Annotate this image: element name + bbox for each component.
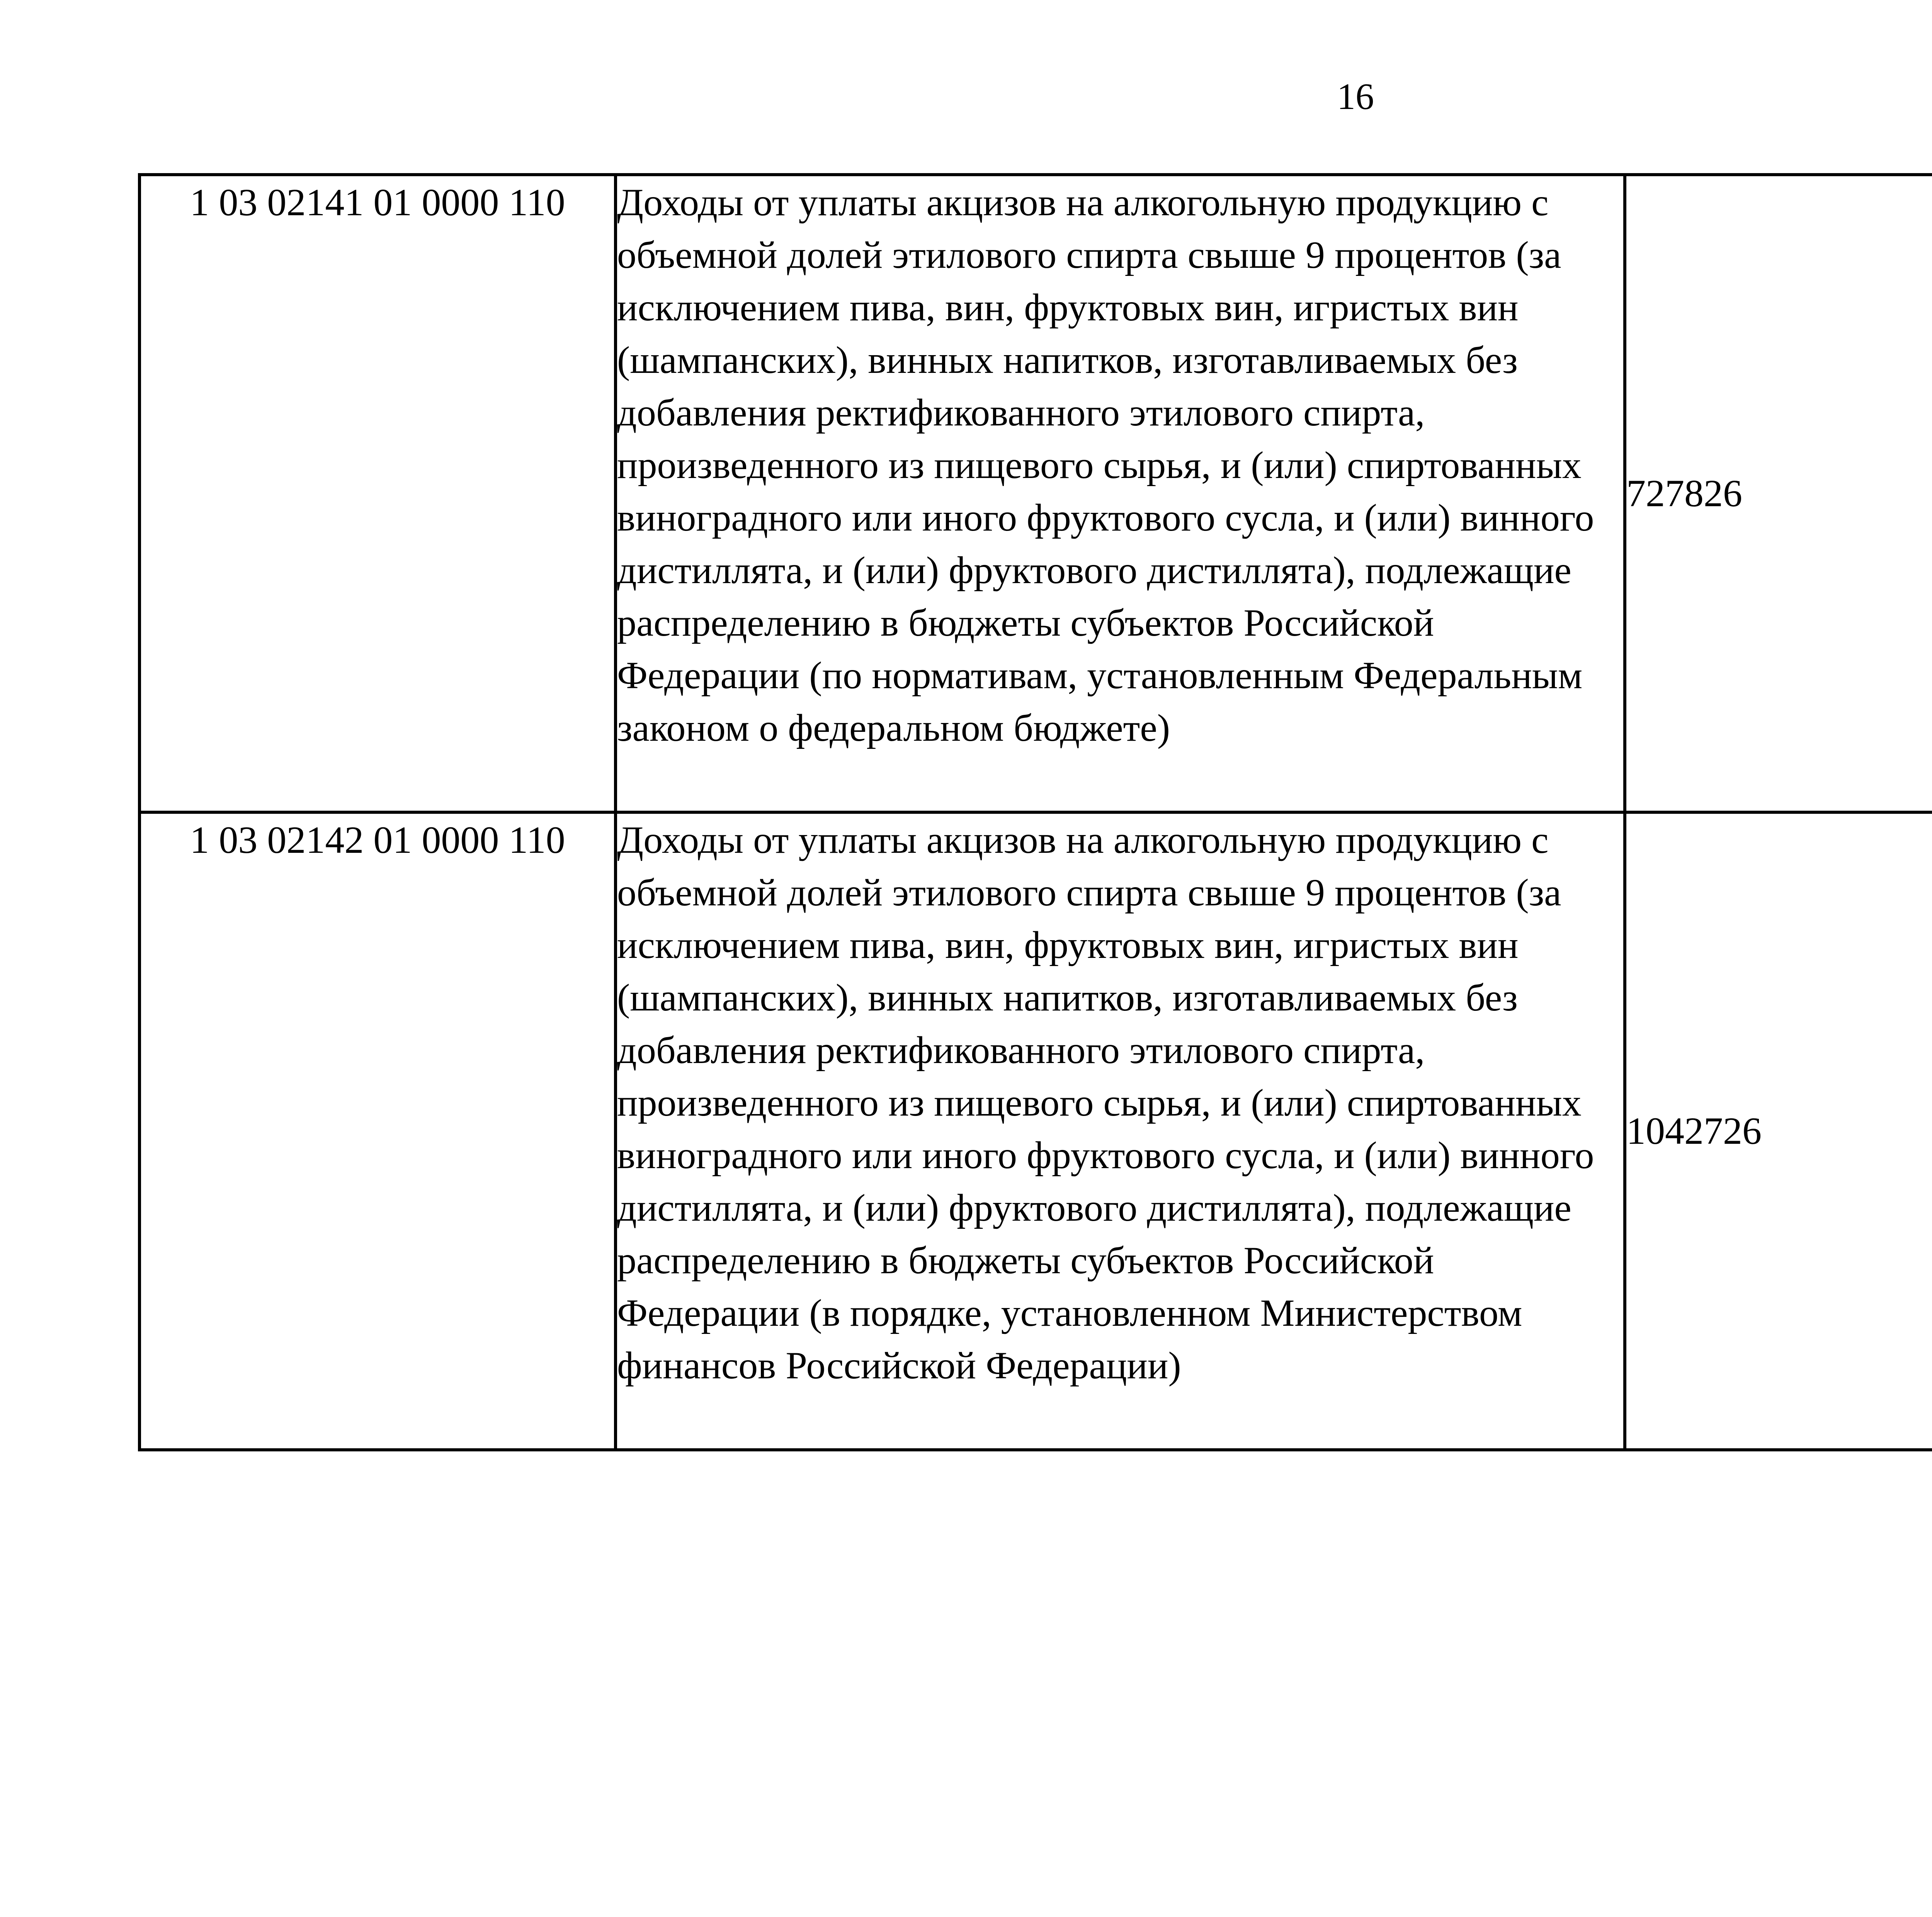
revenue-description-cell: Доходы от уплаты акцизов на алкогольную продукцию с объемной долей этилового спирта свыше 9 процентов (за исключением пива, вин, фруктовых вин, игристых вин (шампанских), винных напитков, изготавливаемых без добавления ректификованного этилового спирта, произведенного из пищевого сырья, и (или) спиртованных виноградного или иного фруктового сусла, и (или) винного дистиллята, и (или) фруктового дистиллята), подлежащие распределению в бюджеты субъектов Российской Федерации (в порядке, установленном Министерством финансов Российской Федерации) <box>616 812 1625 1450</box>
table-row <box>139 175 1932 812</box>
revenue-description-cell: Доходы от уплаты акцизов на алкогольную продукцию с объемной долей этилового спирта свыше 9 процентов (за исключением пива, вин, фруктовых вин, игристых вин (шампанских), винных напитков, изготавливаемых без добавления ректификованного этилового спирта, произведенного из пищевого сырья, и (или) спиртованных виноградного или иного фруктового сусла, и (или) винного дистиллята, и (или) фруктового дистиллята), подлежащие распределению в бюджеты субъектов Российской Федерации (по нормативам, установленным Федеральным законом о федеральном бюджете) <box>616 175 1625 812</box>
amount-cell-year-1: 1042726 <box>1625 812 1932 1450</box>
budget-code-cell: 1 03 02141 01 0000 110 <box>139 175 616 812</box>
page-number: 16 <box>1337 76 1374 117</box>
table-row <box>139 812 1932 1450</box>
budget-code-cell: 1 03 02142 01 0000 110 <box>139 812 616 1450</box>
amount-cell-year-1: 727826 <box>1625 175 1932 812</box>
revenue-table <box>138 173 1932 1451</box>
